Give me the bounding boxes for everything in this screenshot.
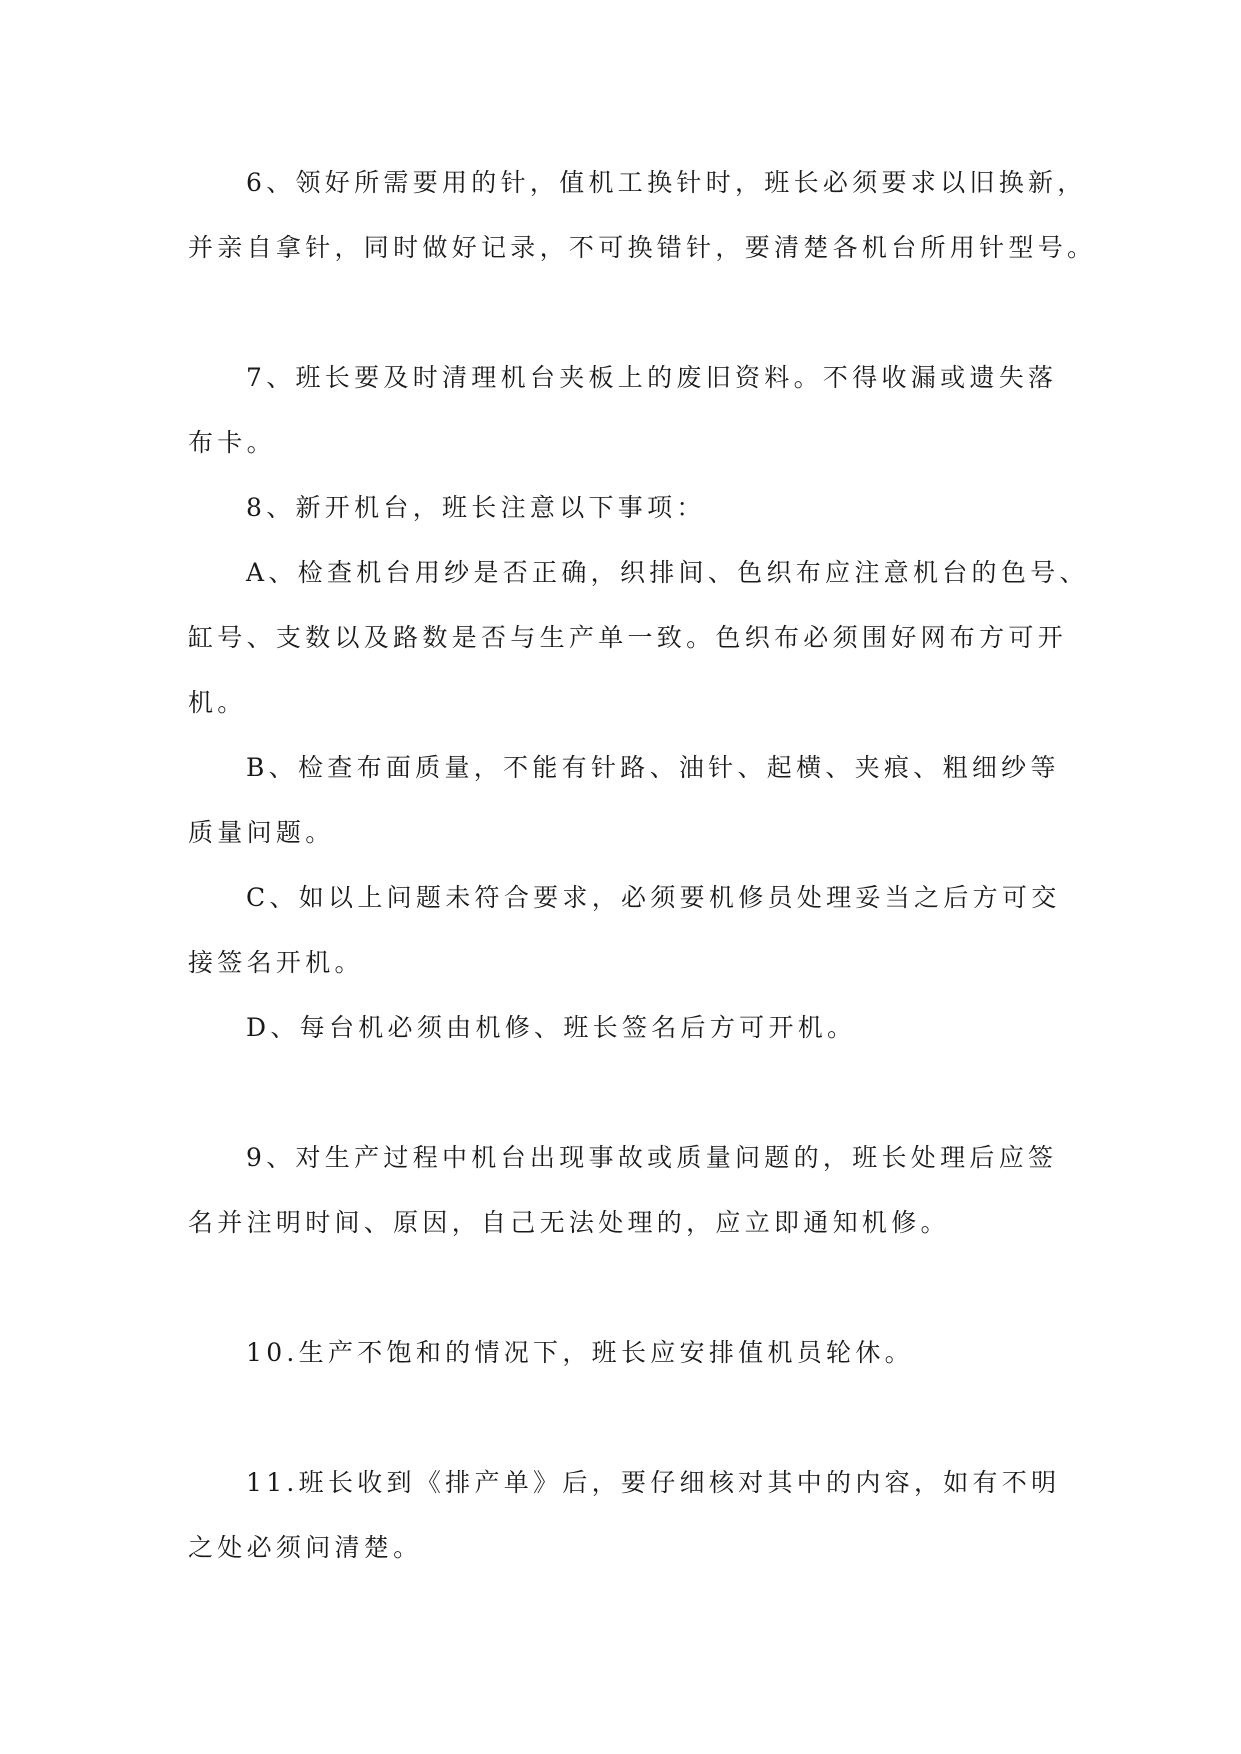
paragraph-9-line-2: 名并注明时间、原因，自己无法处理的，应立即通知机修。 bbox=[188, 1208, 950, 1237]
item-a-line-1: A、检查机台用纱是否正确，织排间、色织布应注意机台的色号、 bbox=[246, 558, 1089, 587]
paragraph-7-line-2: 布卡。 bbox=[188, 428, 276, 457]
paragraph-6-line-1: 6、领好所需要用的针，值机工换针时，班长必须要求以旧换新， bbox=[246, 168, 1087, 197]
item-c-line-2: 接签名开机。 bbox=[188, 948, 364, 977]
paragraph-8-line-1: 8、新开机台，班长注意以下事项： bbox=[246, 493, 706, 522]
paragraph-11-line-1: 11.班长收到《排产单》后，要仔细核对其中的内容，如有不明 bbox=[246, 1468, 1061, 1497]
paragraph-11-line-2: 之处必须问清楚。 bbox=[188, 1533, 423, 1562]
paragraph-6-line-2: 并亲自拿针，同时做好记录，不可换错针，要清楚各机台所用针型号。 bbox=[188, 233, 1097, 262]
item-a-line-2: 缸号、支数以及路数是否与生产单一致。色织布必须围好网布方可开 bbox=[188, 623, 1068, 652]
item-a-line-3: 机。 bbox=[188, 688, 247, 717]
item-b-line-2: 质量问题。 bbox=[188, 818, 335, 847]
paragraph-7-line-1: 7、班长要及时清理机台夹板上的废旧资料。不得收漏或遗失落 bbox=[246, 363, 1058, 392]
item-d-line-1: D、每台机必须由机修、班长签名后方可开机。 bbox=[246, 1013, 857, 1042]
paragraph-9-line-1: 9、对生产过程中机台出现事故或质量问题的，班长处理后应签 bbox=[246, 1143, 1058, 1172]
item-b-line-1: B、检查布面质量，不能有针路、油针、起横、夹痕、粗细纱等 bbox=[246, 753, 1060, 782]
paragraph-10-line-1: 10.生产不饱和的情况下，班长应安排值机员轮休。 bbox=[246, 1338, 914, 1367]
item-c-line-1: C、如以上问题未符合要求，必须要机修员处理妥当之后方可交 bbox=[246, 883, 1061, 912]
